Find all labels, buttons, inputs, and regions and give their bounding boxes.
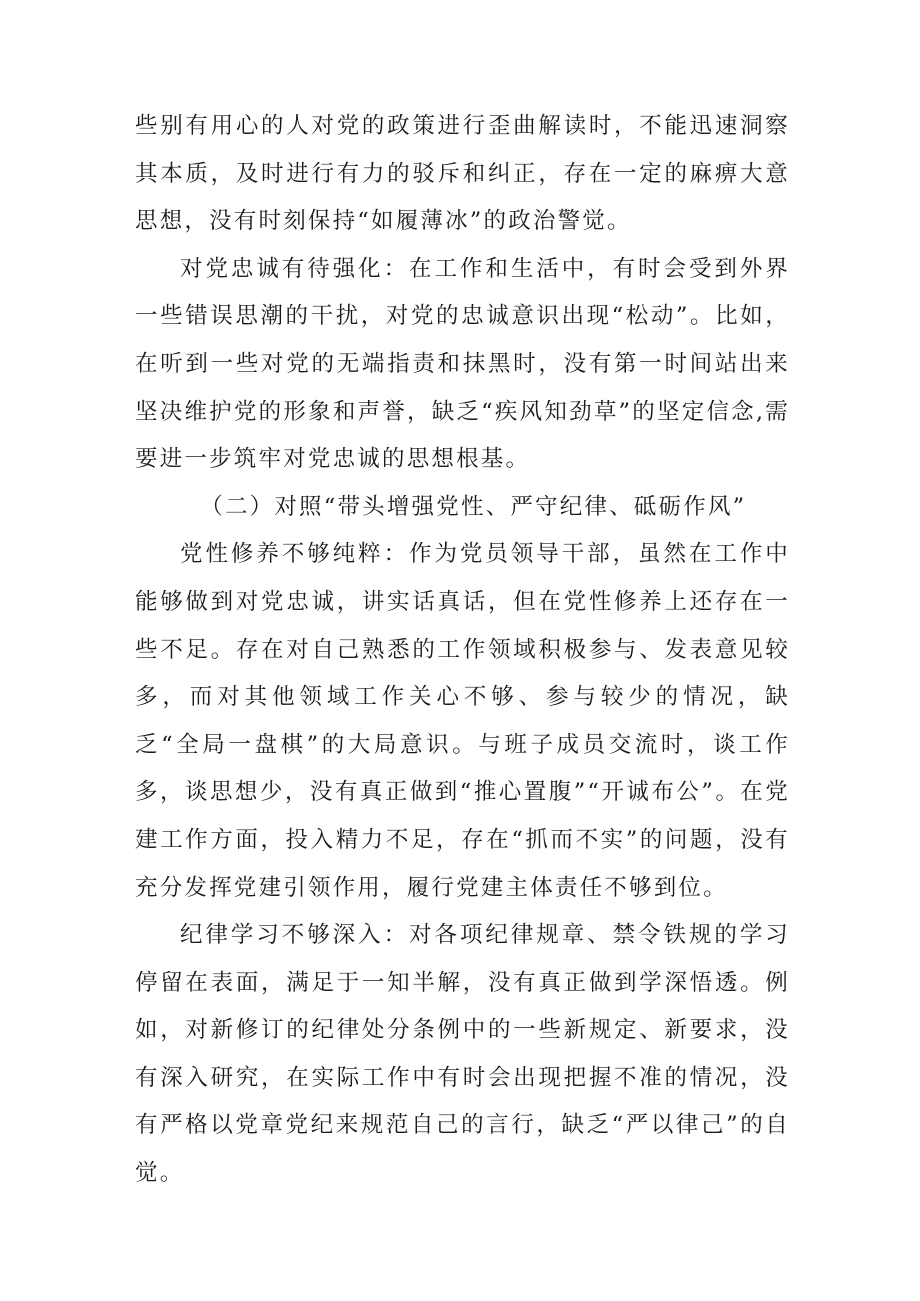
paragraph-continuation: 些别有用心的人对党的政策进行歪曲解读时，不能迅速洞察其本质，及时进行有力的驳斥和纠正，存在一定的麻痹大意思想，没有时刻保持“如履薄冰”的政治警觉。	[135, 113, 790, 235]
document-body	[135, 103, 790, 1198]
paragraph-party-loyalty: 对党忠诚有待强化：在工作和生活中，有时会受到外界一些错误思潮的干扰，对党的忠诚意识出现“松动”。比如，在听到一些对党的无端指责和抹黑时，没有第一时间站出来坚决维护党的形象和声誉，缺乏“疾风知劲草”的坚定信念,需要进一步筑牢对党忠诚的思想根基。	[135, 255, 790, 473]
section-heading: （二）对照“带头增强党性、严守纪律、砥砺作风”	[200, 493, 747, 520]
paragraph-party-spirit: 党性修养不够纯粹：作为党员领导干部，虽然在工作中能够做到对党忠诚，讲实话真话，但在党性修养上还存在一些不足。存在对自己熟悉的工作领域积极参与、发表意见较多，而对其他领域工作关心不够、参与较少的情况，缺乏“全局一盘棋”的大局意识。与班子成员交流时，谈工作多，谈思想少，没有真正做到“推心置腹”“开诚布公”。在党建工作方面，投入精力不足，存在“抓而不实”的问题，没有充分发挥党建引领作用，履行党建主体责任不够到位。	[135, 541, 790, 901]
paragraph-discipline-study: 纪律学习不够深入：对各项纪律规章、禁令铁规的学习停留在表面，满足于一知半解，没有真正做到学深悟透。例如，对新修订的纪律处分条例中的一些新规定、新要求，没有深入研究，在实际工作中有时会出现把握不准的情况，没有严格以党章党纪来规范自己的言行，缺乏“严以律己”的自觉。	[135, 922, 790, 1187]
